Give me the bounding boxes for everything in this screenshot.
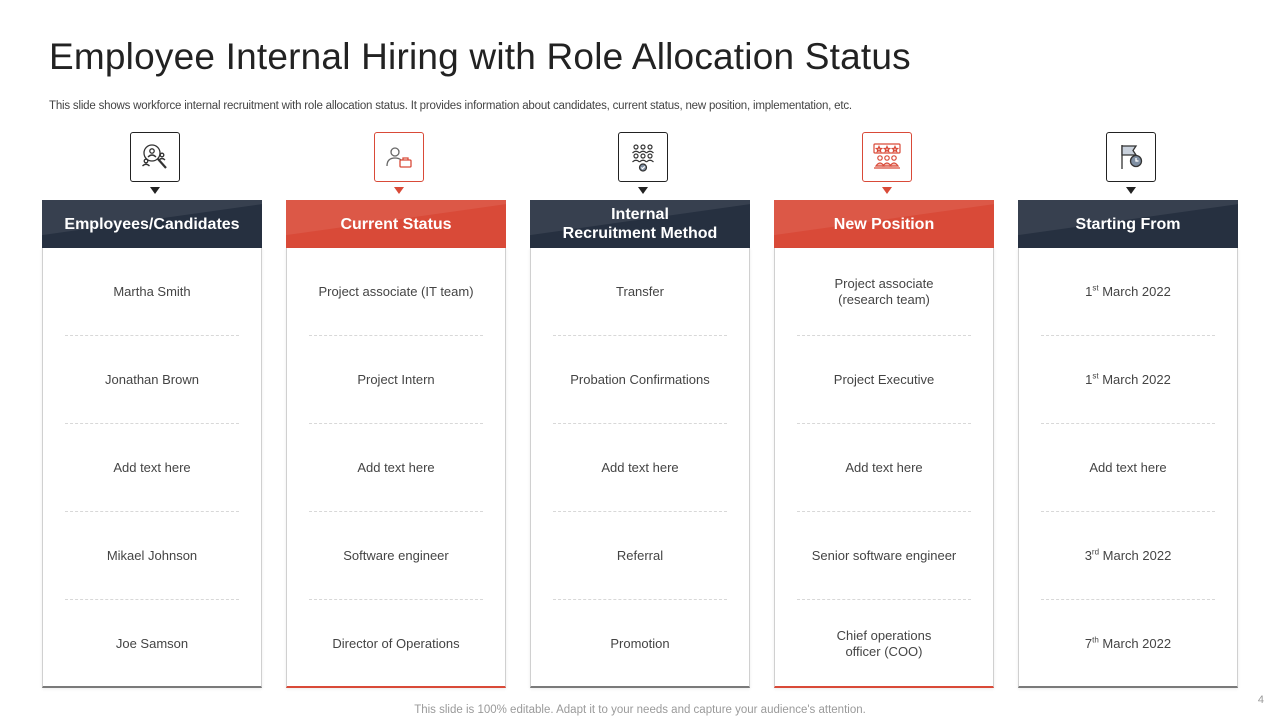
header-line: Internal [611,206,669,223]
column-starting-from [1018,132,1238,690]
table-cell: 3rd March 2022 [1019,512,1237,600]
employee-briefcase-icon [383,141,415,173]
table-cell: Software engineer [287,512,505,600]
column-body [286,248,506,688]
header-line: Recruitment Method [562,225,718,242]
pointer-arrow [1126,187,1136,194]
column-body [1018,248,1238,688]
table-cell: Referral [531,512,749,600]
cell-line: Project associate [834,276,934,291]
table-cell: 1st March 2022 [1019,248,1237,336]
table-cell: Project Executive [775,336,993,424]
table-cell: Martha Smith [43,248,261,336]
cell-line: officer (COO) [845,644,923,659]
rated-team-icon [871,141,903,173]
column-new-position [774,132,994,690]
column-header [530,200,750,248]
icon-frame [374,132,424,182]
slide-footer: This slide is 100% editable. Adapt it to your needs and capture your audience's attention. [414,704,866,716]
table-cell: Senior software engineer [775,512,993,600]
table-cell: Joe Samson [115,636,189,651]
column-header: Employees/Candidates [42,200,262,248]
column-body [42,248,262,688]
icon-frame [130,132,180,182]
icon-frame [862,132,912,182]
pointer-arrow [150,187,160,194]
table-cell: Mikael Johnson [43,512,261,600]
table-cell: 1st March 2022 [1019,336,1237,424]
table-cell: Add text here [287,424,505,512]
pointer-arrow [638,187,648,194]
column-internal-recruitment-method [530,132,750,690]
column-employees-candidates [42,132,262,690]
table-cell: 7th March 2022 [1084,635,1172,651]
table-cell: Add text here [531,424,749,512]
team-check-icon [627,141,659,173]
table-cell: Transfer [531,248,749,336]
table-cell: Add text here [1019,424,1237,512]
table-cell: Add text here [43,424,261,512]
column-body [530,248,750,688]
flag-clock-icon [1115,141,1147,173]
page-number: 4 [1257,694,1264,706]
column-current-status [286,132,506,690]
slide-title: Employee Internal Hiring with Role Allocation Status [49,36,911,77]
column-header: Starting From [1018,200,1238,248]
table-cell: Promotion [610,636,670,651]
column-header: New Position [774,200,994,248]
slide-subtitle: This slide shows workforce internal recruitment with role allocation status. It provides information about candidates, current status, new position, implementation, etc. [49,100,852,112]
pointer-arrow [882,187,892,194]
table-cell: Project Intern [287,336,505,424]
column-body [774,248,994,688]
table-cell [775,600,993,688]
icon-frame [618,132,668,182]
table-cell [775,248,993,336]
table-cell: Probation Confirmations [531,336,749,424]
table-cell: Director of Operations [332,636,460,651]
table-cell: Project associate (IT team) [287,248,505,336]
table-cell: Add text here [775,424,993,512]
pointer-arrow [394,187,404,194]
column-header: Current Status [286,200,506,248]
cell-line: Chief operations [836,628,932,643]
table-cell: Jonathan Brown [43,336,261,424]
magnifier-people-icon [139,141,171,173]
icon-frame [1106,132,1156,182]
cell-line: (research team) [838,292,930,307]
